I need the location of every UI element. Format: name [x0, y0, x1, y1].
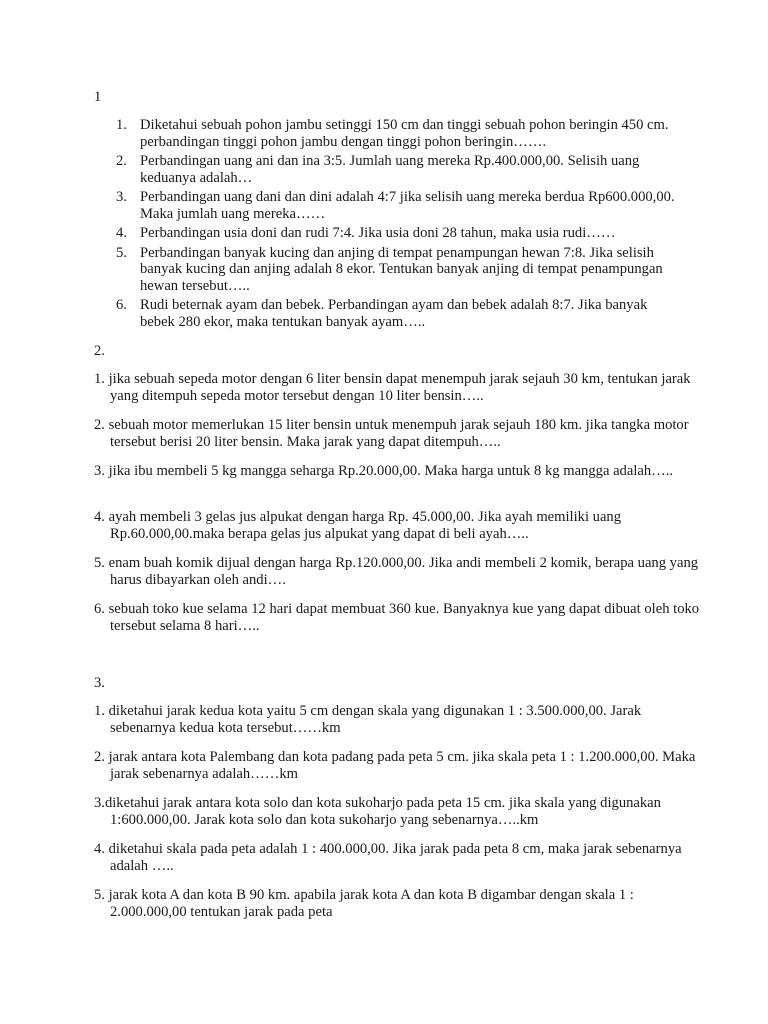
list-item — [94, 463, 700, 480]
item-text: sebuah motor memerlukan 15 liter bensin untuk menempuh jarak sejauh 180 km. jika tangka motor tersebut berisi 20 liter bensin. Maka jarak yang dapat ditempuh….. — [108, 417, 689, 450]
item-text: Perbandingan usia doni dan rudi 7:4. Jika usia doni 28 tahun, maka usia rudi…… — [140, 225, 616, 241]
item-text: Perbandingan uang dani dan dini adalah 4:7 jika selisih uang mereka berdua Rp600.000,00. Maka jumlah uang mereka…… — [140, 189, 675, 222]
item-number: 5. — [94, 555, 105, 571]
list-item — [94, 371, 700, 404]
list-item — [0, 245, 675, 295]
item-number: 5. — [116, 244, 127, 261]
item-text: diketahui jarak kedua kota yaitu 5 cm dengan skala yang digunakan 1 : 3.500.000,00. Jarak sebenarnya kedua kota tersebut……km — [108, 703, 642, 736]
section-1-list — [0, 117, 675, 330]
item-text: jarak antara kota Palembang dan kota padang pada peta 5 cm. jika skala peta 1 : 1.200.000,00. Maka jarak sebenarnya adalah……km — [108, 749, 696, 782]
list-item — [94, 417, 700, 450]
item-number: 1. — [94, 703, 105, 719]
list-item — [94, 841, 700, 874]
item-number: 3. — [94, 463, 105, 479]
list-item — [94, 601, 700, 634]
item-text: jika sebuah sepeda motor dengan 6 liter bensin dapat menempuh jarak sejauh 30 km, tentukan jarak yang ditempuh sepeda motor tersebut dengan 10 liter bensin….. — [108, 371, 691, 404]
item-text: ayah membeli 3 gelas jus alpukat dengan harga Rp. 45.000,00. Jika ayah memiliki uang Rp.60.000,00.maka berapa gelas jus alpukat yang dapat di beli ayah….. — [108, 509, 622, 542]
item-text: diketahui skala pada peta adalah 1 : 400.000,00. Jika jarak pada peta 8 cm, maka jarak sebenarnya adalah ….. — [108, 841, 682, 874]
item-text: Perbandingan banyak kucing dan anjing di tempat penampungan hewan 7:8. Jika selisih banyak kucing dan anjing adalah 8 ekor. Tentukan banyak anjing di tempat penampungan hewan tersebut….. — [140, 244, 663, 294]
section-3-label: 3. — [94, 675, 105, 691]
item-number: 4. — [116, 225, 127, 241]
item-text: jika ibu membeli 5 kg mangga seharga Rp.20.000,00. Maka harga untuk 8 kg mangga adalah….. — [108, 463, 674, 479]
item-text: Rudi beternak ayam dan bebek. Perbandingan ayam dan bebek adalah 8:7. Jika banyak bebek 280 ekor, maka tentukan banyak ayam….. — [140, 297, 648, 330]
list-item — [0, 225, 675, 242]
list-item — [94, 749, 700, 782]
list-item — [94, 555, 700, 588]
item-number: 2. — [94, 417, 105, 433]
list-item — [94, 509, 700, 542]
item-number: 1. — [116, 117, 127, 133]
item-number: 5. — [94, 887, 105, 903]
item-number: 6. — [94, 601, 105, 617]
item-number: 2. — [94, 749, 105, 765]
item-number: 4. — [94, 841, 105, 857]
item-text: Diketahui sebuah pohon jambu setinggi 150 cm dan tinggi sebuah pohon beringin 450 cm. perbandingan tinggi pohon jambu dengan tinggi pohon beringin……. — [140, 117, 669, 150]
item-text: diketahui jarak antara kota solo dan kota sukoharjo pada peta 15 cm. jika skala yang digunakan 1:600.000,00. Jarak kota solo dan kota sukoharjo yang sebenarnya…..km — [104, 795, 661, 828]
item-number: 6. — [116, 297, 127, 313]
list-item — [0, 189, 675, 222]
item-number: 2. — [116, 153, 127, 169]
item-text: jarak kota A dan kota B 90 km. apabila jarak kota A dan kota B digambar dengan skala 1 : 2.000.000,00 tentukan jarak pada peta — [108, 887, 634, 920]
item-text: enam buah komik dijual dengan harga Rp.120.000,00. Jika andi membeli 2 komik, berapa uang yang harus dibayarkan oleh andi…. — [108, 555, 699, 588]
list-item — [94, 795, 700, 828]
item-number: 3. — [94, 795, 105, 811]
item-number: 4. — [94, 509, 105, 525]
list-item — [0, 117, 675, 150]
item-text: Perbandingan uang ani dan ina 3:5. Jumlah uang mereka Rp.400.000,00. Selisih uang keduanya adalah… — [140, 153, 640, 186]
section-1-label: 1 — [94, 89, 102, 105]
item-number: 3. — [116, 189, 127, 205]
list-item — [0, 297, 675, 330]
item-number: 1. — [94, 371, 105, 387]
item-text: sebuah toko kue selama 12 hari dapat membuat 360 kue. Banyaknya kue yang dapat dibuat oleh toko tersebut selama 8 hari….. — [108, 601, 700, 634]
list-item — [0, 153, 675, 186]
section-2-label: 2. — [94, 343, 105, 359]
list-item — [94, 703, 700, 736]
list-item — [94, 887, 700, 920]
